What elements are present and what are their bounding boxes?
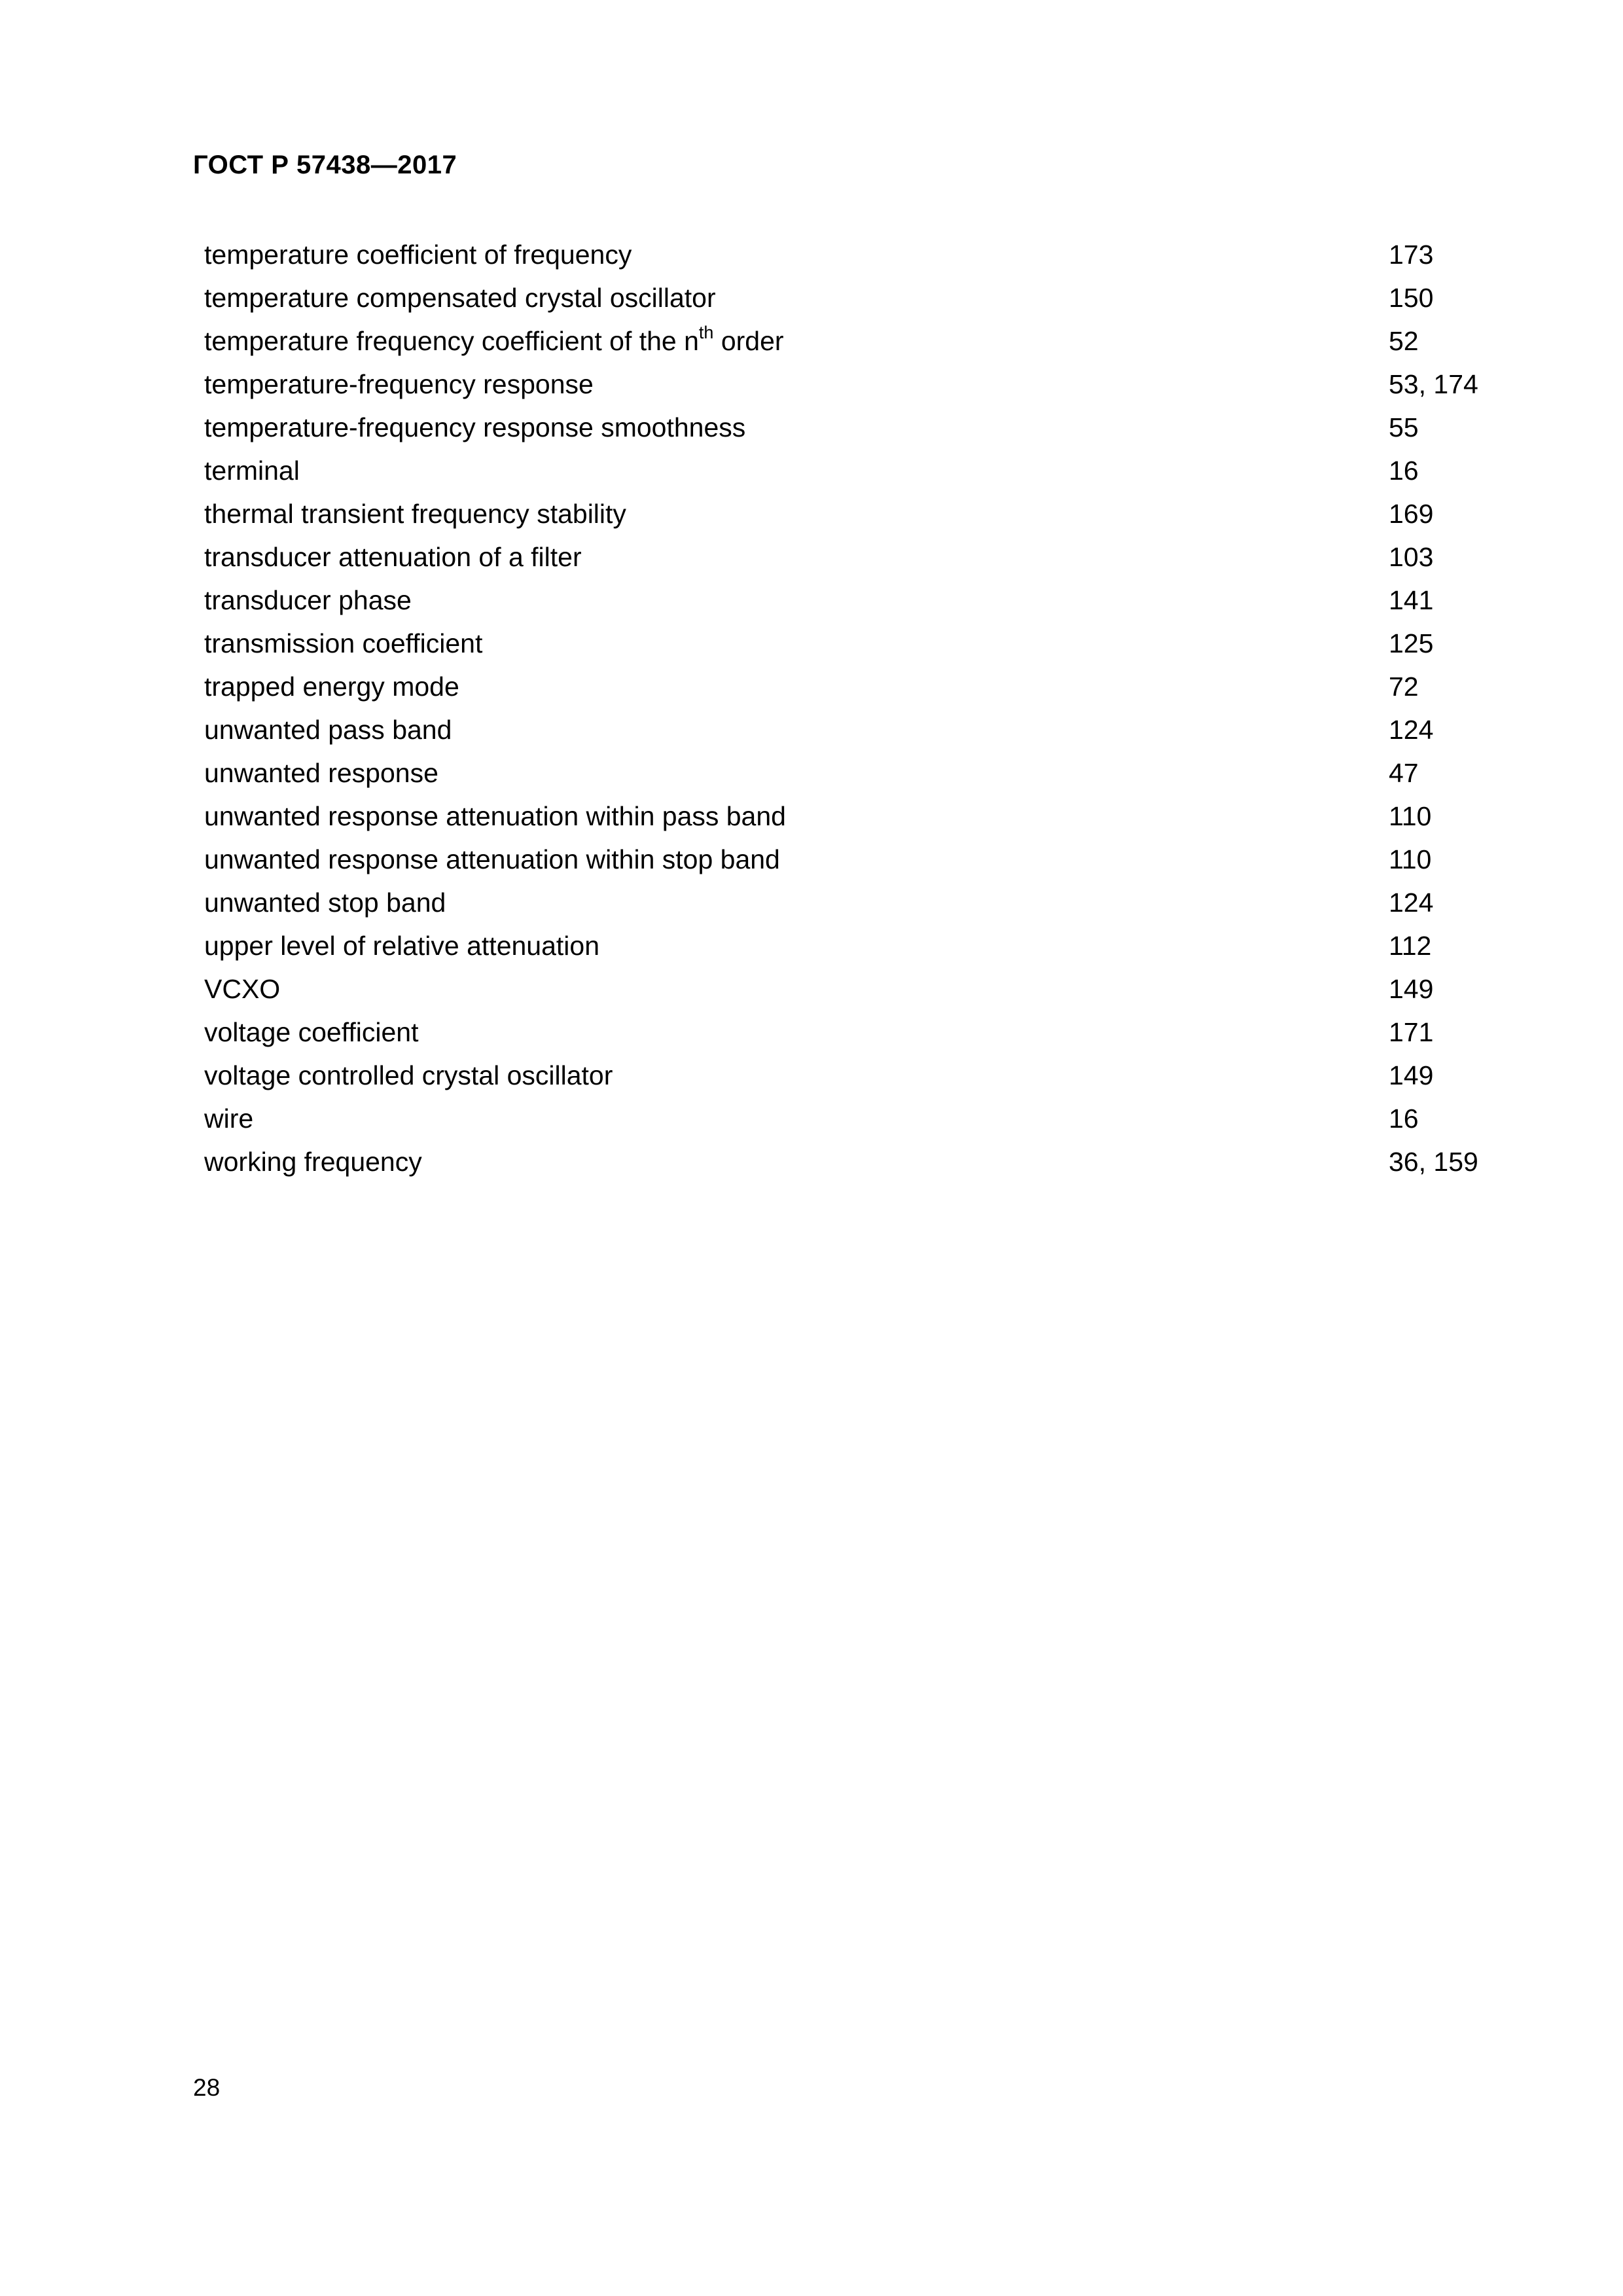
index-term-superscript: th	[698, 323, 714, 343]
index-entry	[204, 492, 1500, 535]
index-entry	[204, 665, 1500, 708]
index-page-ref: 149	[1389, 974, 1434, 1004]
index-page-ref: 36, 159	[1389, 1147, 1478, 1177]
index-page-ref: 125	[1389, 628, 1434, 658]
index-term: working frequency	[204, 1147, 422, 1177]
index-entry	[204, 1054, 1500, 1097]
index-entry	[204, 967, 1500, 1011]
index-term: trapped energy mode	[204, 672, 459, 702]
index-page-ref: 173	[1389, 240, 1434, 270]
index-entry	[204, 319, 1500, 363]
index-entry	[204, 622, 1500, 665]
index-term	[204, 319, 784, 363]
index-term: unwanted response attenuation within stop band	[204, 844, 780, 874]
index-term: VCXO	[204, 974, 281, 1004]
index-page-ref: 171	[1389, 1017, 1434, 1047]
index-term: temperature-frequency response	[204, 369, 594, 399]
index-term: temperature compensated crystal oscillator	[204, 283, 716, 313]
index-entry	[204, 795, 1500, 838]
index-page-ref: 149	[1389, 1060, 1434, 1090]
index-page-ref: 141	[1389, 585, 1434, 615]
index-term: upper level of relative attenuation	[204, 931, 600, 961]
index-entry	[204, 449, 1500, 492]
index-list	[204, 233, 1500, 1183]
index-term: voltage controlled crystal oscillator	[204, 1060, 613, 1090]
index-term: wire	[204, 1103, 254, 1134]
index-page-ref: 112	[1389, 931, 1432, 961]
index-term: unwanted pass band	[204, 715, 452, 745]
index-page-ref: 53, 174	[1389, 369, 1478, 399]
index-term: temperature-frequency response smoothness	[204, 412, 746, 442]
index-entry	[204, 1097, 1500, 1140]
index-page-ref: 16	[1389, 1103, 1419, 1134]
index-term: transmission coefficient	[204, 628, 483, 658]
index-page-ref: 169	[1389, 499, 1434, 529]
document-header: ГОСТ Р 57438—2017	[193, 151, 457, 179]
index-entry	[204, 751, 1500, 795]
index-entry	[204, 838, 1500, 881]
index-entry	[204, 535, 1500, 579]
index-term: thermal transient frequency stability	[204, 499, 626, 529]
index-page-ref: 110	[1389, 844, 1432, 874]
index-page-ref: 72	[1389, 672, 1419, 702]
index-page-ref: 52	[1389, 326, 1419, 356]
index-term: transducer phase	[204, 585, 412, 615]
index-entry	[204, 579, 1500, 622]
index-entry	[204, 881, 1500, 924]
index-term: temperature coefficient of frequency	[204, 240, 632, 270]
index-page-ref: 55	[1389, 412, 1419, 442]
index-page-ref: 103	[1389, 542, 1434, 572]
index-term: voltage coefficient	[204, 1017, 419, 1047]
index-term: transducer attenuation of a filter	[204, 542, 582, 572]
index-page-ref: 150	[1389, 283, 1434, 313]
index-term: terminal	[204, 456, 300, 486]
index-term-suffix: order	[713, 326, 784, 356]
index-entry	[204, 1140, 1500, 1183]
index-term-text: temperature frequency coefficient of the n	[204, 326, 699, 356]
index-entry	[204, 406, 1500, 449]
index-page-ref: 110	[1389, 801, 1432, 831]
index-entry	[204, 363, 1500, 406]
index-entry	[204, 924, 1500, 967]
index-page-ref: 47	[1389, 758, 1419, 788]
index-page-ref: 16	[1389, 456, 1419, 486]
index-entry	[204, 708, 1500, 751]
index-page-ref: 124	[1389, 715, 1434, 745]
index-term: unwanted response attenuation within pass band	[204, 801, 786, 831]
index-entry	[204, 276, 1500, 319]
index-entry	[204, 1011, 1500, 1054]
index-term: unwanted response	[204, 758, 438, 788]
page-number: 28	[193, 2074, 221, 2101]
index-page-ref: 124	[1389, 888, 1434, 918]
index-entry	[204, 233, 1500, 276]
index-term: unwanted stop band	[204, 888, 446, 918]
